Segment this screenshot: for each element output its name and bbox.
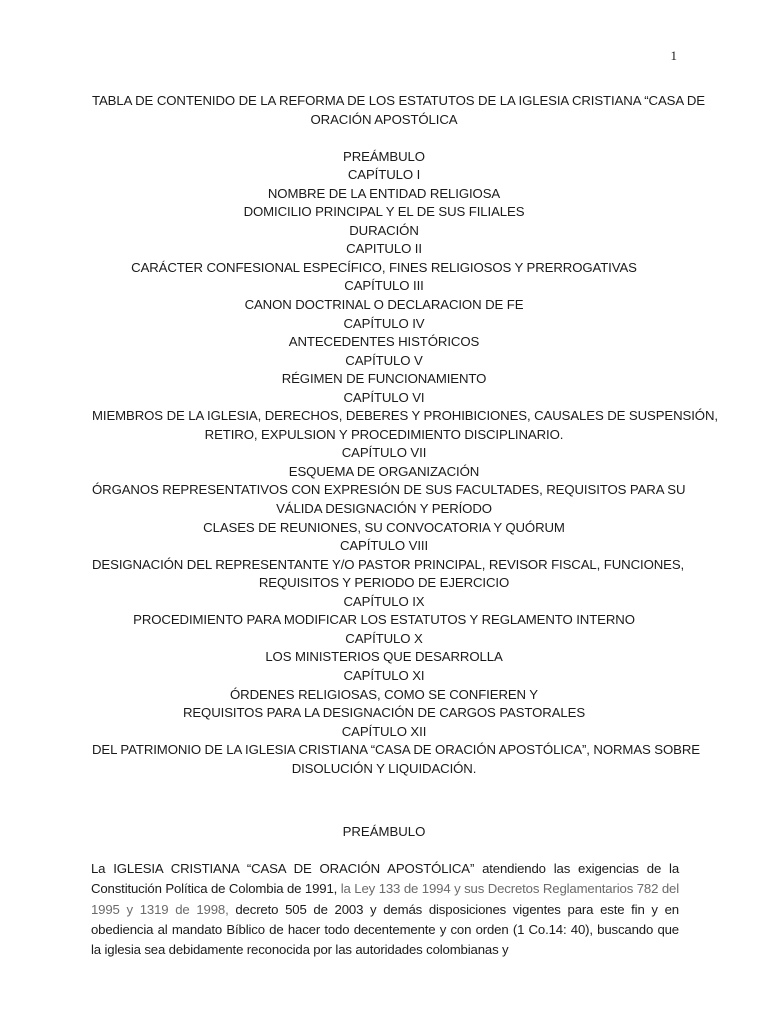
toc-entry: CAPÍTULO X [345,630,423,646]
toc-entry: DESIGNACIÓN DEL REPRESENTANTE Y/O PASTOR PRINCIPAL, REVISOR FISCAL, FUNCIONES, [92,556,685,572]
toc-title-line: TABLA DE CONTENIDO DE LA REFORMA DE LOS ESTATUTOS DE LA IGLESIA CRISTIANA “CASA DE [92,93,705,108]
toc-entry: PREÁMBULO [343,148,425,164]
table-of-contents [92,92,718,778]
blank-line [92,129,676,148]
toc-entry: CANON DOCTRINAL O DECLARACION DE FE [244,297,524,313]
toc-entry: CAPÍTULO VIII [339,538,429,554]
toc-entry: CAPITULO II [346,241,422,257]
toc-entry: PROCEDIMIENTO PARA MODIFICAR LOS ESTATUTOS Y REGLAMENTO INTERNO [133,612,635,628]
toc-entry: ÓRGANOS REPRESENTATIVOS CON EXPRESIÓN DE SUS FACULTADES, REQUISITOS PARA SU [92,482,686,498]
page-number: 1 [670,48,677,63]
toc-entry: CARÁCTER CONFESIONAL ESPECÍFICO, FINES RELIGIOSOS Y PRERROGATIVAS [131,259,637,275]
toc-entry: RÉGIMEN DE FUNCIONAMIENTO [281,371,487,387]
toc-entry: MIEMBROS DE LA IGLESIA, DERECHOS, DEBERES Y PROHIBICIONES, CAUSALES DE SUSPENSIÓN, [92,408,718,424]
toc-entry: ANTECEDENTES HISTÓRICOS [288,334,480,350]
toc-entry: LOS MINISTERIOS QUE DESARROLLA [265,649,503,665]
toc-entry: ÓRDENES RELIGIOSAS, COMO SE CONFIEREN Y [229,686,539,702]
toc-entry: DEL PATRIMONIO DE LA IGLESIA CRISTIANA “CASA DE ORACIÓN APOSTÓLICA”, NORMAS SOBRE [92,742,700,758]
toc-entry: DURACIÓN [349,222,419,238]
toc-entry: RETIRO, EXPULSION Y PROCEDIMIENTO DISCIPLINARIO. [204,426,564,442]
toc-entry: CAPÍTULO III [344,278,424,294]
toc-entry: CAPÍTULO V [345,352,423,368]
toc-entry: REQUISITOS PARA LA DESIGNACIÓN DE CARGOS PASTORALES [182,705,586,721]
preamble-text-segment: decreto 505 de 2003 y demás disposiciones vigentes para este fin y en obediencia al mandato Bíblico de hacer todo decentemente y con orden (1 Co.14: 40), buscando que la iglesia sea debidamente reconocida por las autoridades colombianas y [91,901,679,958]
preamble-heading: PREÁMBULO [342,824,426,839]
toc-title-line: ORACIÓN APOSTÓLICA [310,111,458,127]
toc-entry: ESQUEMA DE ORGANIZACIÓN [288,463,480,479]
toc-entry: CAPÍTULO VI [343,389,425,405]
toc-entry: CAPÍTULO IX [343,593,425,609]
toc-entry: CAPÍTULO XII [341,723,427,739]
preamble-text-segment: la Ley 133 de 1994 y sus Decretos Reglamentarios 782 del 1995 y 1319 de 1998, [91,881,679,917]
preamble-text-segment: La IGLESIA CRISTIANA “CASA DE ORACIÓN APOSTÓLICA” atendiendo las exigencias de la Constitución Política de Colombia de 1991, [91,861,679,897]
toc-entry: DISOLUCIÓN Y LIQUIDACIÓN. [291,760,477,776]
toc-entry: NOMBRE DE LA ENTIDAD RELIGIOSA [267,185,501,201]
toc-entry: CAPÍTULO VII [341,445,427,461]
toc-entry: DOMICILIO PRINCIPAL Y EL DE SUS FILIALES [243,204,525,220]
toc-entry: CLASES DE REUNIONES, SU CONVOCATORIA Y QUÓRUM [203,519,565,535]
preamble-paragraph [91,859,679,960]
toc-entry: VÁLIDA DESIGNACIÓN Y PERÍODO [276,501,492,517]
toc-entry: REQUISITOS Y PERIODO DE EJERCICIO [258,575,510,591]
toc-entry: CAPÍTULO XI [343,667,425,683]
toc-entry: CAPÍTULO IV [343,315,425,331]
toc-entries [92,148,718,779]
toc-entry: CAPÍTULO I [347,167,421,183]
